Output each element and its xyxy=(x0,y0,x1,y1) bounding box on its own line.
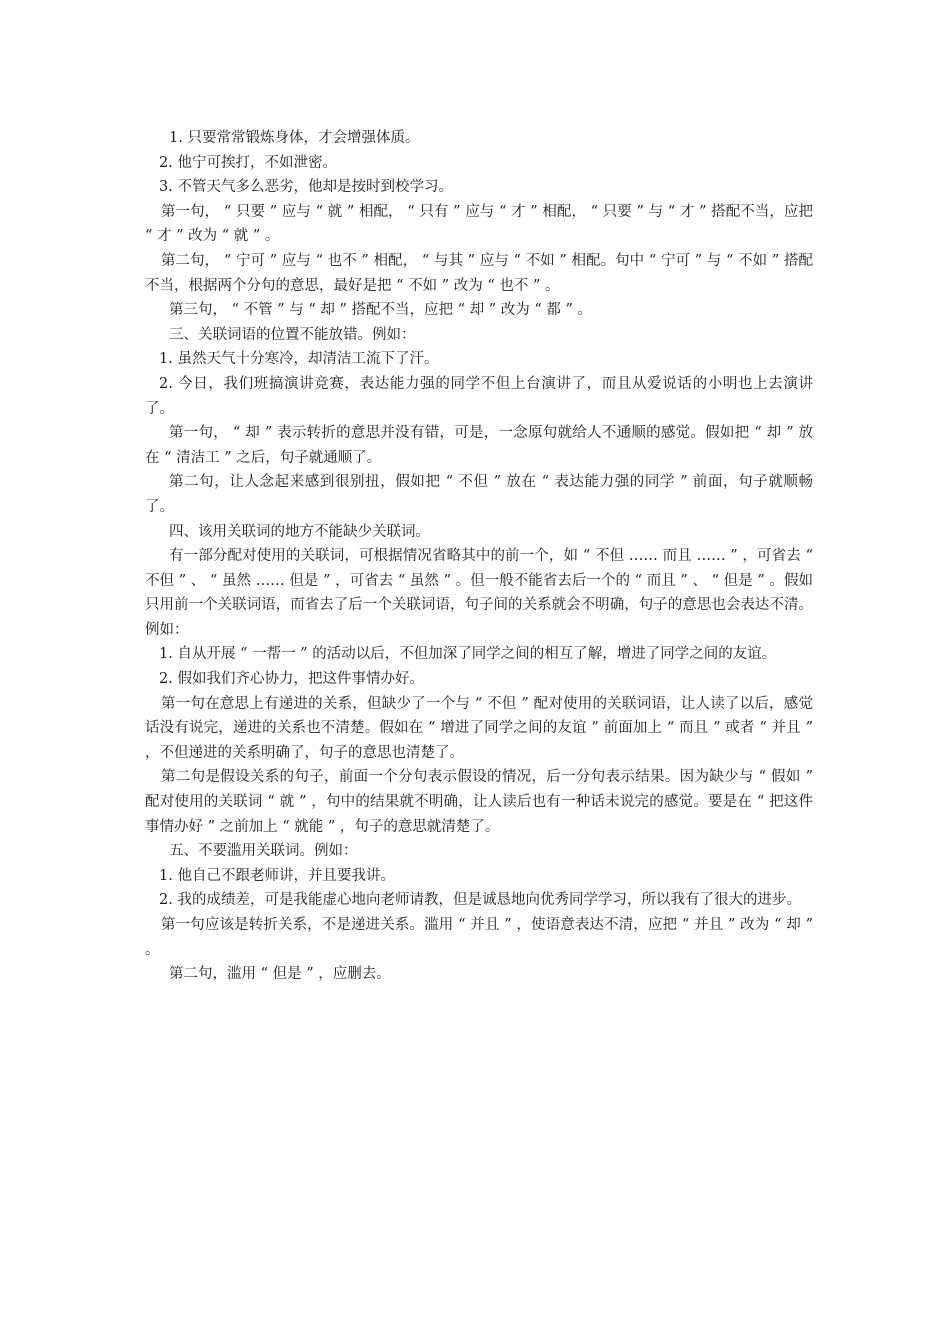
example-sentence-1: 1. 他自己不跟老师讲，并且要我讲。 xyxy=(159,867,395,884)
analysis-paragraph: 第一句， “ 却 ” 表示转折的意思并没有错，可是，一念原句就给人不通顺的感觉。假如把 “ 却 ” 放在 “ 清洁工 ” 之后，句子就通顺了。 xyxy=(145,425,813,466)
analysis-paragraph: 第二句， “ 宁可 ” 应与 “ 也不 ” 相配， “ 与其 ” 应与 “ 不如 ” 相配。句中 “ 宁可 ” 与 “ 不如 ” 搭配不当，根据两个分句的意思，最好是把 “ 不如 ” 改为 “ 也不 ” 。 xyxy=(145,252,813,294)
body-paragraph: 有一部分配对使用的关联词，可根据情况省略其中的前一个，如 “ 不但 …… 而且 …… ” ，可省去 “ 不但 ” 、 “ 虽然 …… 但是 ” ，可省去 “ 虽然 ” 。但一般不能省去后一个的 “ 而且 ” 、 “ 但是 ” 。假如只用前一个关联词语，而省去了后一个关联词语，句子间的关系就会不明确，句子的意思也会表达不清。例如： xyxy=(145,548,813,638)
example-sentence-2: 2. 他宁可挨打，不如泄密。 xyxy=(159,154,337,171)
analysis-paragraph: 第二句是假设关系的句子，前面一个分句表示假设的情况，后一分句表示结果。因为缺少与 “ 假如 ” 配对使用的关联词 “ 就 ” ，句中的结果就不明确，让人读后也有一种话未说完的感觉。要是在 “ 把这件事情办好 ” 之前加上 “ 就能 ” ，句子的意思就清楚了。 xyxy=(145,769,813,835)
analysis-paragraph: 第一句， “ 只要 ” 应与 “ 就 ” 相配， “ 只有 ” 应与 “ 才 ” 相配， “ 只要 ” 与 “ 才 ” 搭配不当，应把 “ 才 ” 改为 “ 就 ” 。 xyxy=(145,203,813,245)
example-sentence-1: 1. 虽然天气十分寒冷，却清洁工流下了汗。 xyxy=(159,351,439,368)
analysis-paragraph: 第三句， “ 不管 ” 与 “ 却 ” 搭配不当，应把 “ 却 ” 改为 “ 都 ” 。 xyxy=(169,302,593,319)
analysis-paragraph: 第二句，滥用 “ 但是 ” ，应删去。 xyxy=(169,966,391,983)
example-sentence-2: 2. 我的成绩差，可是我能虚心地向老师请教，但是诚恳地向优秀同学学习，所以我有了很大的进步。 xyxy=(159,892,801,909)
document-body xyxy=(145,126,813,987)
section-heading-5: 五、不要滥用关联词。例如： xyxy=(169,843,358,860)
analysis-paragraph: 第二句，让人念起来感到很别扭，假如把 “ 不但 ” 放在 “ 表达能力强的同学 ” 前面，句子就顺畅了。 xyxy=(145,474,813,515)
section-heading-3: 三、关联词语的位置不能放错。例如： xyxy=(169,326,416,343)
analysis-paragraph: 第一句应该是转折关系，不是递进关系。滥用 “ 并且 ” ，使语意表达不清，应把 “ 并且 ” 改为 “ 却 ” 。 xyxy=(145,917,813,958)
example-sentence-1: 1. 只要常常锻炼身体，才会增强体质。 xyxy=(169,130,420,146)
example-sentence-2: 2. 假如我们齐心协力，把这件事情办好。 xyxy=(159,671,424,688)
example-sentence-1: 1. 自从开展 “ 一帮一 ” 的活动以后，不但加深了同学之间的相互了解，增进了同学之间的友谊。 xyxy=(159,646,777,663)
analysis-paragraph: 第一句在意思上有递进的关系，但缺少了一个与 “ 不但 ” 配对使用的关联词语，让人读了以后，感觉话没有说完，递进的关系也不清楚。假如在 “ 增进了同学之间的友谊 ” 前面加上 “ 而且 ” 或者 “ 并且 ” ，不但递进的关系明确了，句子的意思也清楚了。 xyxy=(145,695,813,761)
section-heading-4: 四、该用关联词的地方不能缺少关联词。 xyxy=(169,523,430,540)
example-sentence-3: 3. 不管天气多么恶劣，他却是按时到校学习。 xyxy=(159,179,453,196)
example-sentence-2: 2. 今日，我们班搞演讲竞赛，表达能力强的同学不但上台演讲了，而且从爱说话的小明也上去演讲了。 xyxy=(145,375,813,417)
